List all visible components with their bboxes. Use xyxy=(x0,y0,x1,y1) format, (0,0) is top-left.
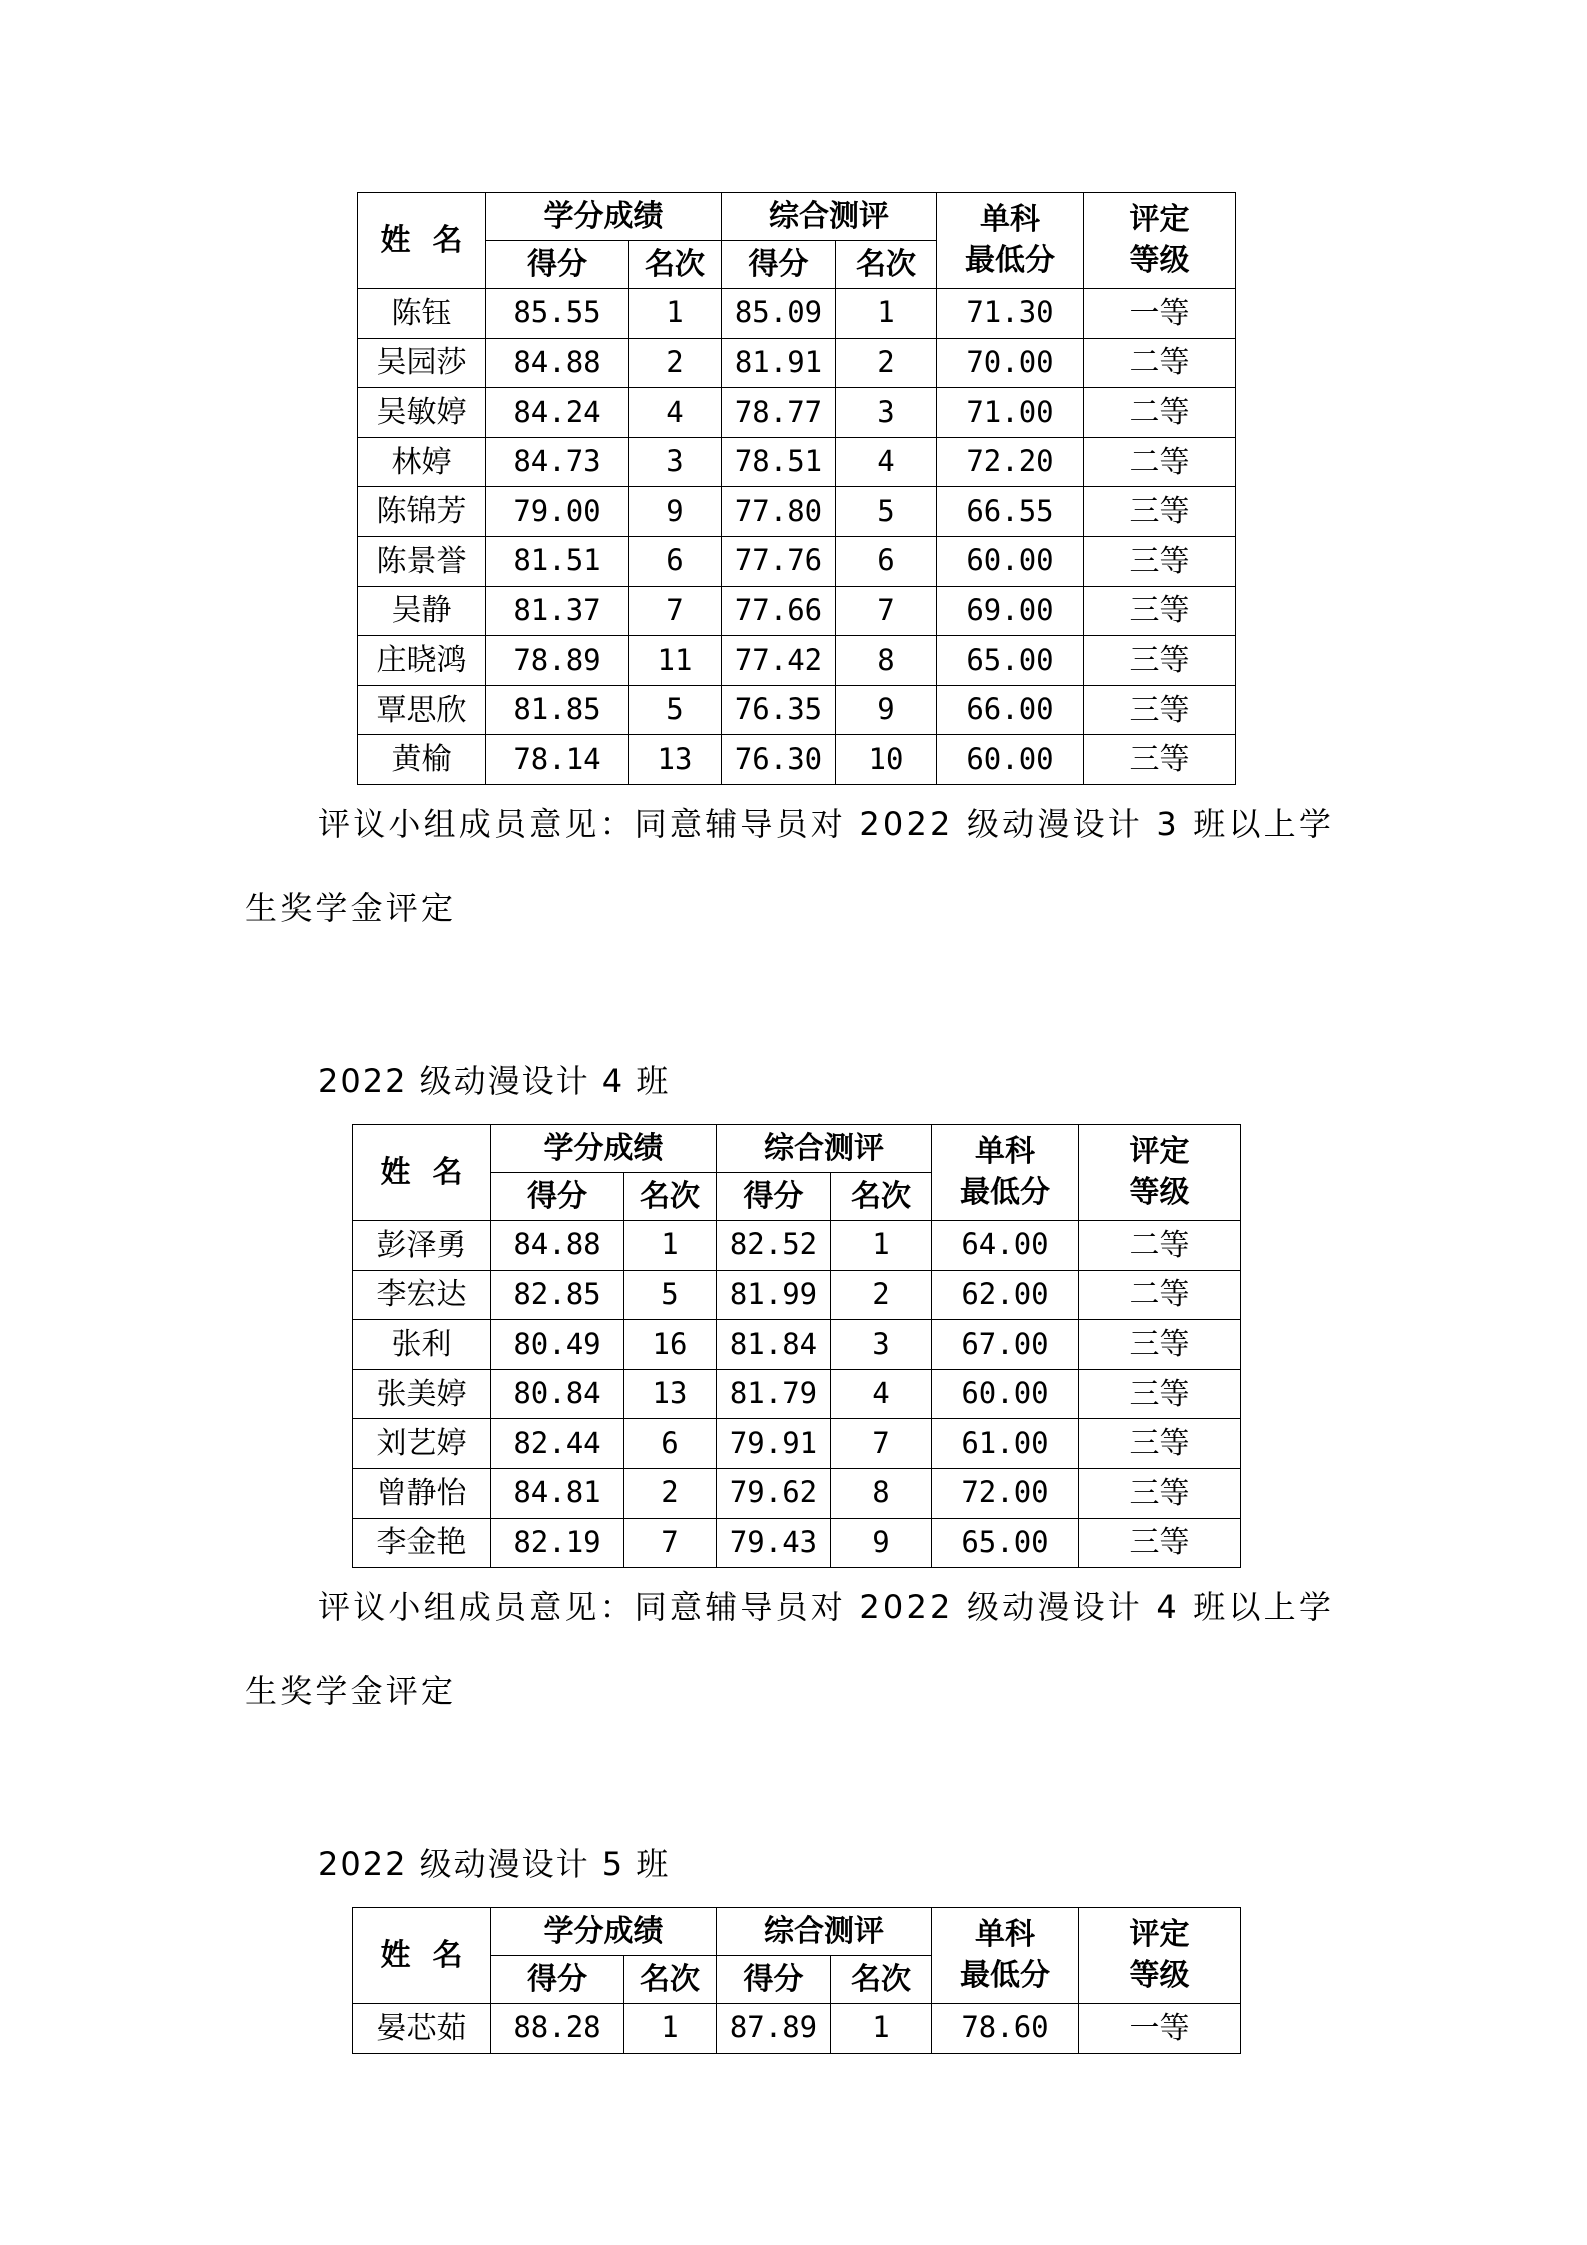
comp-score: 78.51 xyxy=(722,437,836,487)
header-comprehensive: 综合测评 xyxy=(717,1125,932,1173)
comp-rank: 4 xyxy=(831,1369,932,1419)
comp-rank: 8 xyxy=(831,1468,932,1518)
table-body xyxy=(353,2004,1241,2054)
table-row xyxy=(353,1221,1241,1271)
table-row xyxy=(358,289,1236,339)
header-comp-score: 得分 xyxy=(722,241,836,289)
grade: 三等 xyxy=(1079,1369,1241,1419)
header-credit: 学分成绩 xyxy=(491,1125,717,1173)
student-name: 刘艺婷 xyxy=(353,1419,491,1469)
header-comp-rank: 名次 xyxy=(831,1956,932,2004)
header-credit-score: 得分 xyxy=(486,241,629,289)
student-name: 黄榆 xyxy=(358,735,486,785)
min-score: 60.00 xyxy=(937,536,1084,586)
credit-rank: 3 xyxy=(629,437,722,487)
comp-rank: 8 xyxy=(836,636,937,686)
comp-score: 77.42 xyxy=(722,636,836,686)
grade: 二等 xyxy=(1084,338,1236,388)
header-comp-score: 得分 xyxy=(717,1173,831,1221)
credit-rank: 2 xyxy=(624,1468,717,1518)
header-grade: 评定 等级 xyxy=(1079,1908,1241,2004)
grade: 二等 xyxy=(1079,1270,1241,1320)
student-name: 覃思欣 xyxy=(358,685,486,735)
opinion-class-4: 评议小组成员意见：同意辅导员对 2022 级动漫设计 4 班以上学 xyxy=(318,1588,1335,1626)
comp-rank: 4 xyxy=(836,437,937,487)
grade: 一等 xyxy=(1084,289,1236,339)
comp-score: 79.43 xyxy=(717,1518,831,1568)
comp-rank: 7 xyxy=(831,1419,932,1469)
header-grade: 评定 等级 xyxy=(1084,193,1236,289)
comp-rank: 7 xyxy=(836,586,937,636)
credit-score: 88.28 xyxy=(491,2004,624,2054)
credit-score: 84.73 xyxy=(486,437,629,487)
comp-score: 77.76 xyxy=(722,536,836,586)
min-score: 70.00 xyxy=(937,338,1084,388)
credit-score: 80.84 xyxy=(491,1369,624,1419)
header-name: 姓名 xyxy=(358,193,486,289)
comp-rank: 5 xyxy=(836,487,937,537)
header-credit: 学分成绩 xyxy=(491,1908,717,1956)
header-comprehensive: 综合测评 xyxy=(722,193,937,241)
credit-score: 84.88 xyxy=(486,338,629,388)
grade: 三等 xyxy=(1084,536,1236,586)
grade: 三等 xyxy=(1084,636,1236,686)
grade: 三等 xyxy=(1084,685,1236,735)
table-row xyxy=(353,1369,1241,1419)
comp-score: 77.80 xyxy=(722,487,836,537)
grade: 三等 xyxy=(1079,1419,1241,1469)
credit-rank: 6 xyxy=(624,1419,717,1469)
grade: 三等 xyxy=(1079,1468,1241,1518)
comp-score: 87.89 xyxy=(717,2004,831,2054)
comp-score: 81.84 xyxy=(717,1320,831,1370)
class-title-4: 2022 级动漫设计 4 班 xyxy=(318,1062,671,1100)
credit-rank: 7 xyxy=(629,586,722,636)
header-credit-score: 得分 xyxy=(491,1173,624,1221)
student-name: 林婷 xyxy=(358,437,486,487)
comp-score: 81.99 xyxy=(717,1270,831,1320)
header-credit-rank: 名次 xyxy=(629,241,722,289)
credit-score: 82.85 xyxy=(491,1270,624,1320)
header-min-score: 单科 最低分 xyxy=(932,1125,1079,1221)
table-row xyxy=(358,338,1236,388)
student-name: 曾静怡 xyxy=(353,1468,491,1518)
table-row xyxy=(353,1468,1241,1518)
min-score: 71.00 xyxy=(937,388,1084,438)
scholarship-table-class-5 xyxy=(352,1907,1241,2054)
student-name: 李金艳 xyxy=(353,1518,491,1568)
comp-score: 76.35 xyxy=(722,685,836,735)
credit-score: 81.85 xyxy=(486,685,629,735)
min-score: 72.00 xyxy=(932,1468,1079,1518)
grade: 三等 xyxy=(1079,1518,1241,1568)
student-name: 张美婷 xyxy=(353,1369,491,1419)
student-name: 彭泽勇 xyxy=(353,1221,491,1271)
opinion-class-4-cont: 生奖学金评定 xyxy=(245,1672,457,1710)
header-min-score: 单科 最低分 xyxy=(932,1908,1079,2004)
comp-score: 85.09 xyxy=(722,289,836,339)
credit-rank: 7 xyxy=(624,1518,717,1568)
table-row xyxy=(358,636,1236,686)
comp-rank: 6 xyxy=(836,536,937,586)
table-row xyxy=(353,2004,1241,2054)
comp-score: 79.62 xyxy=(717,1468,831,1518)
comp-rank: 1 xyxy=(836,289,937,339)
credit-score: 78.14 xyxy=(486,735,629,785)
credit-rank: 5 xyxy=(629,685,722,735)
min-score: 64.00 xyxy=(932,1221,1079,1271)
grade: 三等 xyxy=(1084,735,1236,785)
opinion-class-3: 评议小组成员意见：同意辅导员对 2022 级动漫设计 3 班以上学 xyxy=(318,805,1335,843)
credit-score: 82.19 xyxy=(491,1518,624,1568)
header-name: 姓名 xyxy=(353,1125,491,1221)
comp-score: 77.66 xyxy=(722,586,836,636)
credit-score: 84.88 xyxy=(491,1221,624,1271)
header-name: 姓名 xyxy=(353,1908,491,2004)
min-score: 71.30 xyxy=(937,289,1084,339)
comp-rank: 9 xyxy=(831,1518,932,1568)
scholarship-table-class-4 xyxy=(352,1124,1241,1568)
min-score: 72.20 xyxy=(937,437,1084,487)
grade: 二等 xyxy=(1084,388,1236,438)
credit-rank: 13 xyxy=(624,1369,717,1419)
comp-score: 79.91 xyxy=(717,1419,831,1469)
header-credit-rank: 名次 xyxy=(624,1956,717,2004)
credit-score: 81.51 xyxy=(486,536,629,586)
comp-score: 81.79 xyxy=(717,1369,831,1419)
min-score: 62.00 xyxy=(932,1270,1079,1320)
opinion-class-3-cont: 生奖学金评定 xyxy=(245,889,457,927)
credit-rank: 1 xyxy=(629,289,722,339)
header-credit-rank: 名次 xyxy=(624,1173,717,1221)
table-row xyxy=(353,1419,1241,1469)
credit-rank: 16 xyxy=(624,1320,717,1370)
credit-score: 82.44 xyxy=(491,1419,624,1469)
comp-rank: 10 xyxy=(836,735,937,785)
credit-score: 84.81 xyxy=(491,1468,624,1518)
comp-rank: 9 xyxy=(836,685,937,735)
min-score: 60.00 xyxy=(932,1369,1079,1419)
comp-rank: 2 xyxy=(831,1270,932,1320)
min-score: 66.00 xyxy=(937,685,1084,735)
header-grade: 评定 等级 xyxy=(1079,1125,1241,1221)
min-score: 66.55 xyxy=(937,487,1084,537)
grade: 三等 xyxy=(1079,1320,1241,1370)
min-score: 67.00 xyxy=(932,1320,1079,1370)
min-score: 65.00 xyxy=(937,636,1084,686)
comp-rank: 2 xyxy=(836,338,937,388)
table-row xyxy=(358,388,1236,438)
credit-score: 81.37 xyxy=(486,586,629,636)
scholarship-table-class-3 xyxy=(357,192,1236,785)
student-name: 陈钰 xyxy=(358,289,486,339)
student-name: 陈锦芳 xyxy=(358,487,486,537)
comp-score: 78.77 xyxy=(722,388,836,438)
credit-rank: 1 xyxy=(624,2004,717,2054)
grade: 三等 xyxy=(1084,487,1236,537)
table-row xyxy=(358,735,1236,785)
comp-rank: 3 xyxy=(831,1320,932,1370)
credit-score: 79.00 xyxy=(486,487,629,537)
header-comp-rank: 名次 xyxy=(836,241,937,289)
table-row xyxy=(358,487,1236,537)
credit-rank: 4 xyxy=(629,388,722,438)
table-row xyxy=(353,1270,1241,1320)
table-row xyxy=(358,536,1236,586)
comp-rank: 1 xyxy=(831,2004,932,2054)
min-score: 65.00 xyxy=(932,1518,1079,1568)
credit-score: 85.55 xyxy=(486,289,629,339)
header-min-score: 单科 最低分 xyxy=(937,193,1084,289)
credit-rank: 9 xyxy=(629,487,722,537)
header-credit: 学分成绩 xyxy=(486,193,722,241)
grade: 三等 xyxy=(1084,586,1236,636)
table-body xyxy=(358,289,1236,785)
student-name: 庄晓鸿 xyxy=(358,636,486,686)
student-name: 李宏达 xyxy=(353,1270,491,1320)
credit-score: 80.49 xyxy=(491,1320,624,1370)
credit-rank: 11 xyxy=(629,636,722,686)
header-comp-score: 得分 xyxy=(717,1956,831,2004)
credit-rank: 13 xyxy=(629,735,722,785)
grade: 一等 xyxy=(1079,2004,1241,2054)
table-row xyxy=(358,437,1236,487)
student-name: 吴静 xyxy=(358,586,486,636)
min-score: 78.60 xyxy=(932,2004,1079,2054)
table-row xyxy=(353,1320,1241,1370)
credit-rank: 5 xyxy=(624,1270,717,1320)
credit-rank: 2 xyxy=(629,338,722,388)
student-name: 晏芯茹 xyxy=(353,2004,491,2054)
credit-score: 84.24 xyxy=(486,388,629,438)
class-title-5: 2022 级动漫设计 5 班 xyxy=(318,1845,671,1883)
grade: 二等 xyxy=(1084,437,1236,487)
header-comprehensive: 综合测评 xyxy=(717,1908,932,1956)
credit-rank: 6 xyxy=(629,536,722,586)
table-body xyxy=(353,1221,1241,1568)
credit-score: 78.89 xyxy=(486,636,629,686)
student-name: 吴敏婷 xyxy=(358,388,486,438)
header-comp-rank: 名次 xyxy=(831,1173,932,1221)
comp-score: 81.91 xyxy=(722,338,836,388)
comp-rank: 3 xyxy=(836,388,937,438)
comp-score: 82.52 xyxy=(717,1221,831,1271)
student-name: 吴园莎 xyxy=(358,338,486,388)
comp-rank: 1 xyxy=(831,1221,932,1271)
min-score: 61.00 xyxy=(932,1419,1079,1469)
min-score: 69.00 xyxy=(937,586,1084,636)
comp-score: 76.30 xyxy=(722,735,836,785)
credit-rank: 1 xyxy=(624,1221,717,1271)
student-name: 张利 xyxy=(353,1320,491,1370)
table-row xyxy=(358,685,1236,735)
table-row xyxy=(353,1518,1241,1568)
table-row xyxy=(358,586,1236,636)
min-score: 60.00 xyxy=(937,735,1084,785)
header-credit-score: 得分 xyxy=(491,1956,624,2004)
student-name: 陈景誉 xyxy=(358,536,486,586)
grade: 二等 xyxy=(1079,1221,1241,1271)
